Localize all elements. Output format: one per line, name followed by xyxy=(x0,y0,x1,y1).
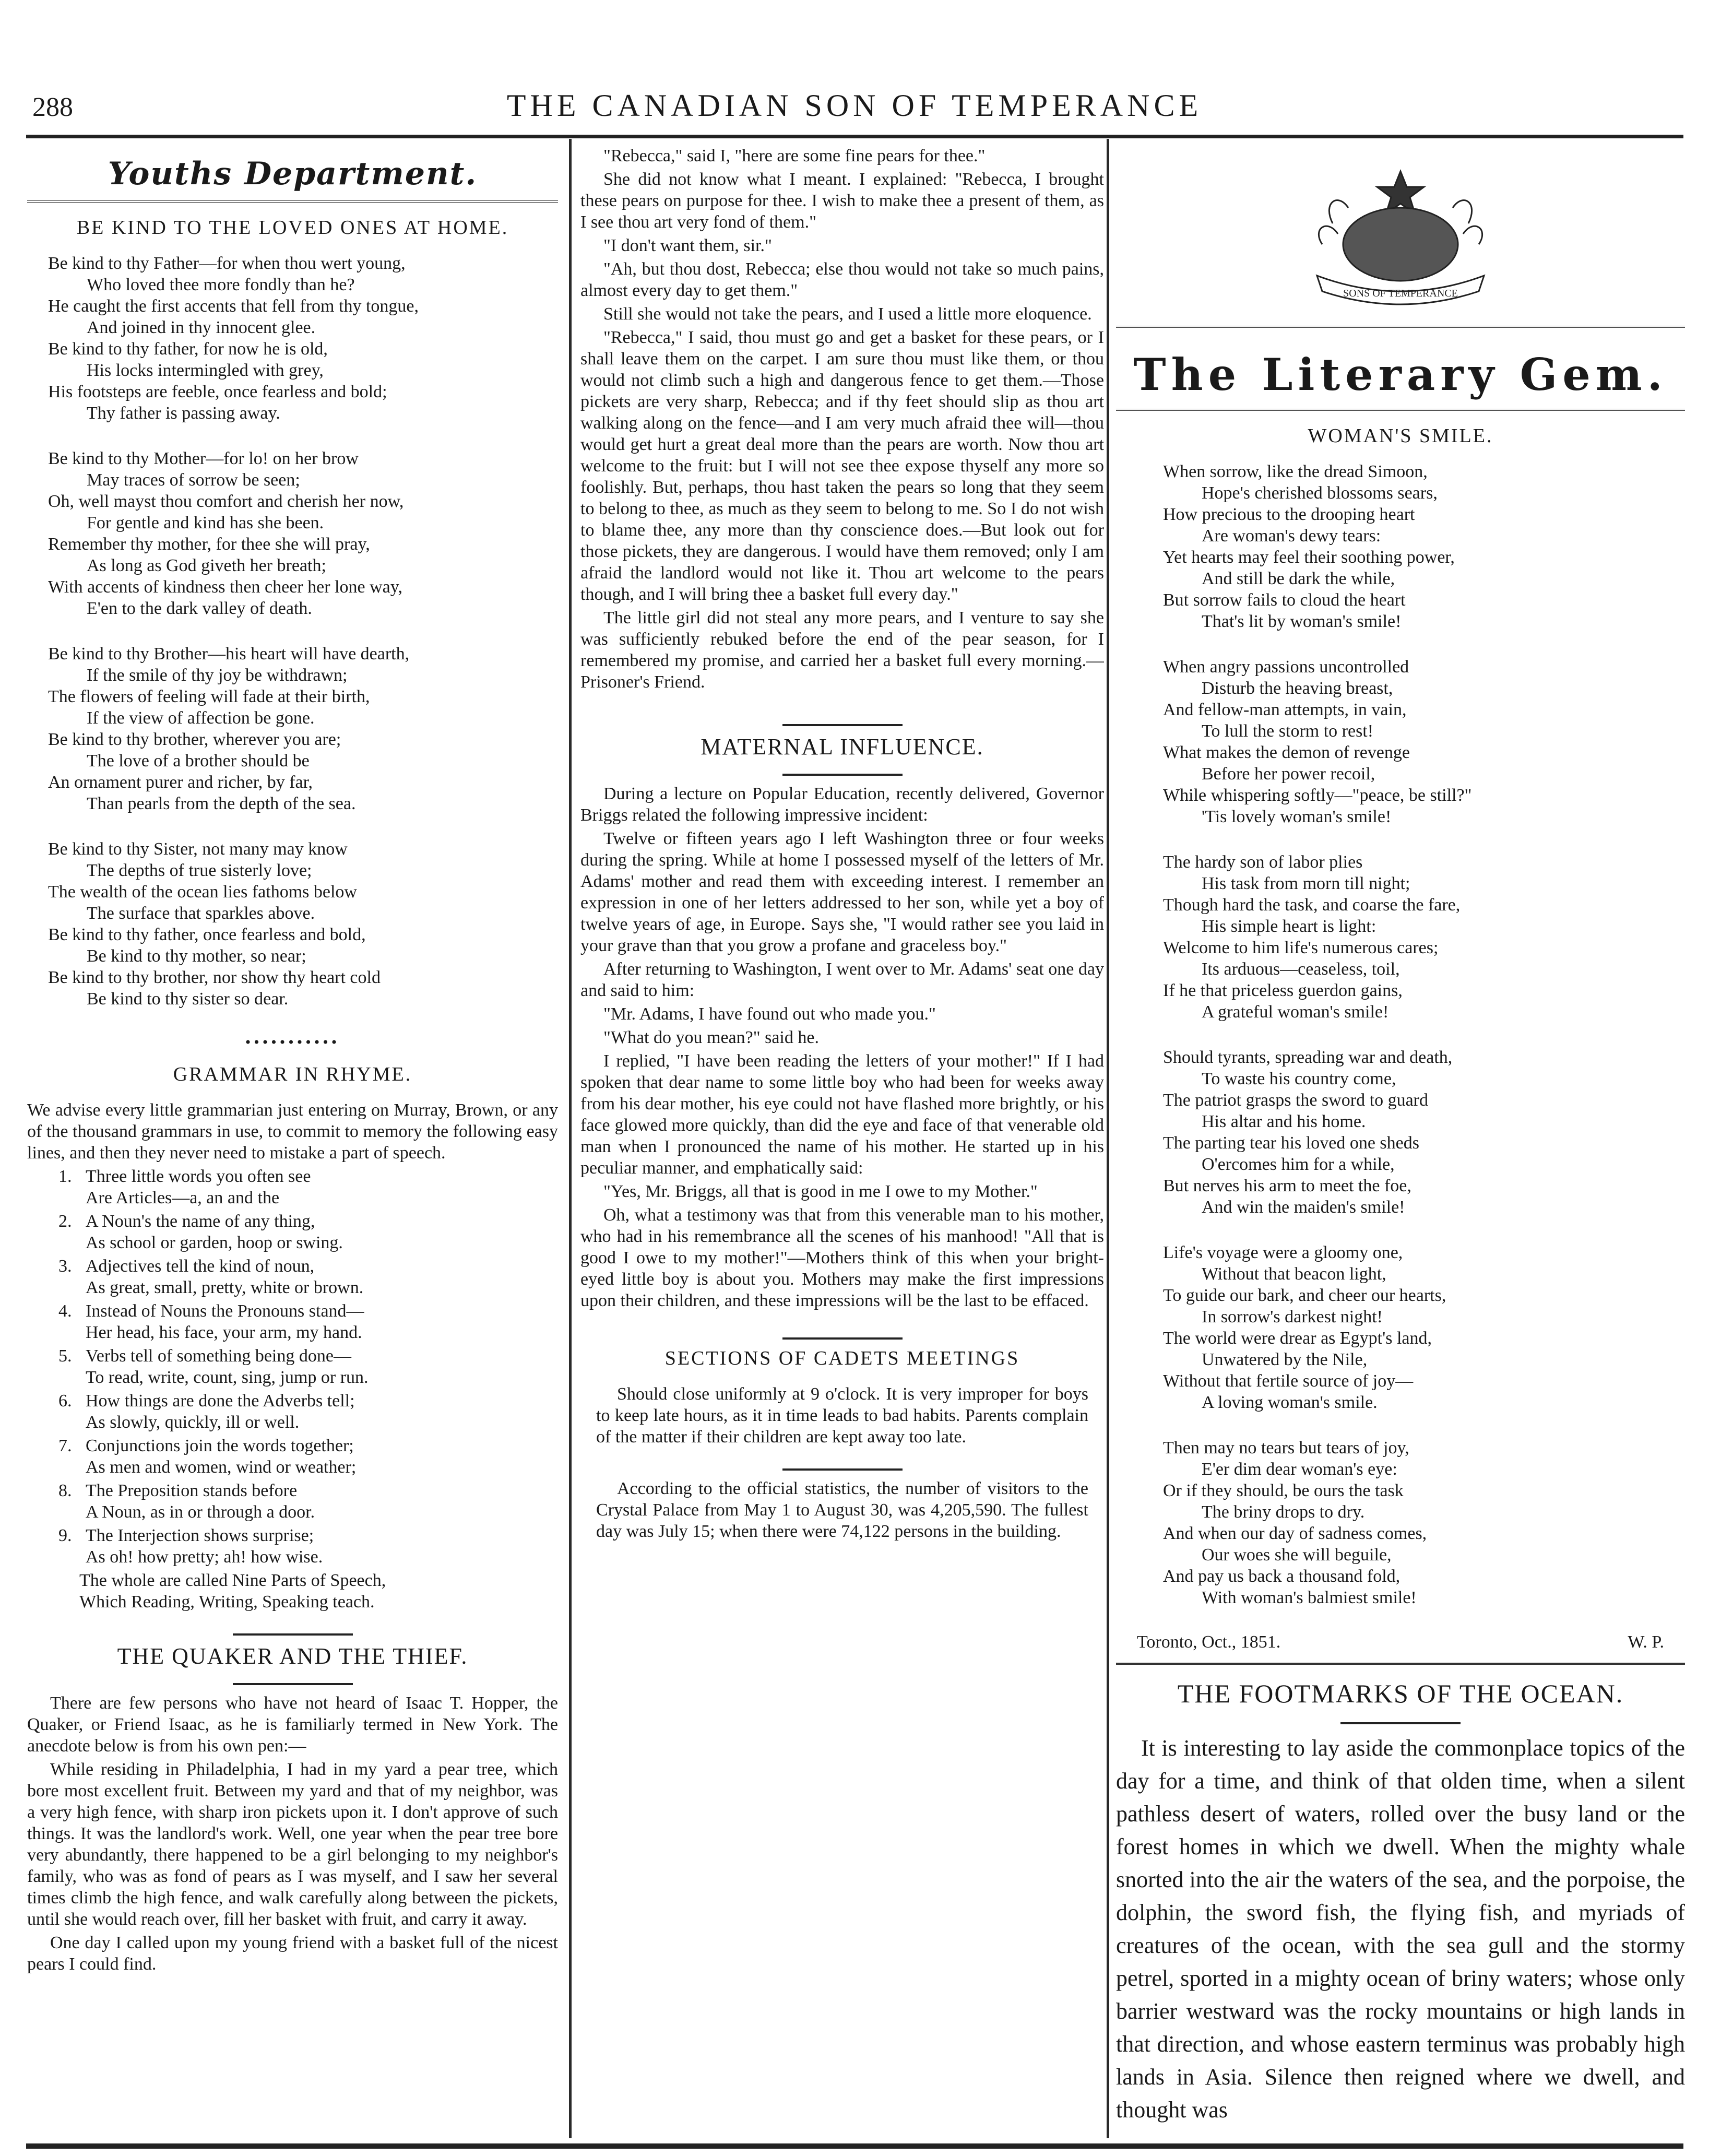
poem-line: His task from morn till night; xyxy=(1202,874,1410,893)
item-example: To read, write, count, sing, jump or run. xyxy=(86,1368,369,1387)
item-number: 1. xyxy=(58,1167,72,1186)
poem-stanza xyxy=(48,838,558,1010)
poem-line: Life's voyage were a gloomy one, xyxy=(1163,1243,1403,1262)
grammar-item xyxy=(58,1345,558,1388)
poem-line: Be kind to thy mother, so near; xyxy=(87,946,306,966)
poem-line: Or if they should, be ours the task xyxy=(1163,1481,1404,1500)
paragraph: There are few persons who have not heard of Isaac T. Hopper, the Quaker, or Friend Isaac, as he is familiarly termed in New York. The anecdote below is from his own pen:— xyxy=(27,1693,558,1756)
poem-line: A loving woman's smile. xyxy=(1202,1393,1378,1412)
item-number: 8. xyxy=(58,1481,72,1500)
notice-text: According to the official statistics, the number of visitors to the Crystal Palace from May 1 to August 30, was 4,205,590. The fullest day was July 15; when there were 74,122 persons in the building. xyxy=(596,1479,1088,1541)
section-rule xyxy=(782,1337,903,1340)
poem-line: He caught the first accents that fell from thy tongue, xyxy=(48,297,419,316)
grammar-intro xyxy=(27,1099,558,1164)
quaker-article-continued xyxy=(580,145,1104,693)
poem-line: If he that priceless guerdon gains, xyxy=(1163,981,1403,1000)
poem-line: And pay us back a thousand fold, xyxy=(1163,1567,1401,1586)
item-number: 4. xyxy=(58,1301,72,1321)
item-line: A Noun's the name of any thing, xyxy=(86,1212,315,1231)
cadets-notice xyxy=(596,1383,1088,1448)
poem-line: To guide our bark, and cheer our hearts, xyxy=(1163,1286,1446,1305)
item-number: 9. xyxy=(58,1526,72,1545)
poem-be-kind xyxy=(48,253,558,1010)
section-rule xyxy=(782,774,903,776)
paragraph: She did not know what I meant. I explained: "Rebecca, I brought these pears on purpose for thee. I wish to make thee a present of them, as I see thou art very fond of them." xyxy=(580,170,1104,232)
paragraph: One day I called upon my young friend with a basket full of the nicest pears I could find. xyxy=(27,1933,558,1974)
poem-line: If the view of affection be gone. xyxy=(87,708,315,728)
column-2 xyxy=(580,145,1104,2139)
poem-line: How precious to the drooping heart xyxy=(1163,505,1415,524)
literary-gem-heading: The Literary Gem. xyxy=(1133,349,1668,400)
column-divider xyxy=(1107,139,1109,2138)
poem-line: Yet hearts may feel their soothing power, xyxy=(1163,548,1455,567)
paragraph: "Rebecca," I said, thou must go and get a basket for these pears, or I shall leave them on the carpet. I am sure thou must like them, or thou would not climb such a high and dangerous fence to get them.—Those pickets are very sharp, Rebecca; and if thy feet should slip as thou art walking along on the fence—and I am very much afraid thee will—thou would get hurt a great deal more than the pears are worth. Now thou art welcome to the fruit: but I will not see thee expose thyself any more so foolishly. But, perhaps, thou hast taken the pears so long that they seem to belong to thee, as much as they seem to belong to me. So I do not wish to blame thee, any more than thy conscience does.—But look out for those pickets, they are dangerous. I would have them removed; only I am afraid the landlord would not like it. Thou art welcome to the pears though, and I will bring thee a basket full every day." xyxy=(580,328,1104,604)
column-1 xyxy=(27,145,558,2139)
poem-line: May traces of sorrow be seen; xyxy=(87,470,300,490)
poem-line: E'en to the dark valley of death. xyxy=(87,599,312,618)
poem-line: But nerves his arm to meet the foe, xyxy=(1163,1176,1411,1195)
grammar-item xyxy=(58,1255,558,1298)
poem-line: For gentle and kind has she been. xyxy=(87,513,324,532)
item-number: 3. xyxy=(58,1257,72,1276)
item-number: 7. xyxy=(58,1436,72,1455)
grammar-intro-text: We advise every little grammarian just entering on Murray, Brown, or any of the thousand grammars in use, to commit to memory the following easy lines, and then they never need to mistake a part of speech. xyxy=(27,1100,558,1163)
poem-line: Before her power recoil, xyxy=(1202,764,1375,784)
poem-line: Unwatered by the Nile, xyxy=(1202,1350,1368,1369)
poem-line: As long as God giveth her breath; xyxy=(87,556,326,575)
closing-line: The whole are called Nine Parts of Speech, xyxy=(79,1571,386,1590)
poem-line: Who loved thee more fondly than he? xyxy=(87,275,355,294)
poem-line: His altar and his home. xyxy=(1202,1112,1366,1131)
poem-line: His footsteps are feeble, once fearless and bold; xyxy=(48,382,387,401)
poem-stanza xyxy=(48,643,558,814)
section-title-grammar: GRAMMAR IN RHYME. xyxy=(173,1063,412,1085)
poem-line: Be kind to thy brother, wherever you are; xyxy=(48,730,341,749)
poem-line: And win the maiden's smile! xyxy=(1202,1198,1405,1217)
paragraph: Still she would not take the pears, and I used a little more eloquence. xyxy=(603,304,1092,324)
poem-line: And fellow-man attempts, in vain, xyxy=(1163,700,1407,719)
grammar-item xyxy=(58,1480,558,1523)
section-title-maternal: MATERNAL INFLUENCE. xyxy=(701,734,984,760)
poem-line: When angry passions uncontrolled xyxy=(1163,657,1409,677)
poem-line: And when our day of sadness comes, xyxy=(1163,1524,1427,1543)
column-3 xyxy=(1116,145,1685,2139)
cadets-text: Should close uniformly at 9 o'clock. It is very improper for boys to keep late hours, as it in time leads to bad habits. Parents complain of the matter if their children are kept away too late. xyxy=(596,1384,1088,1447)
paragraph: "I don't want them, sir." xyxy=(603,236,772,255)
poem-line: But sorrow fails to cloud the heart xyxy=(1163,590,1406,610)
poem-line: Be kind to thy Sister, not many may know xyxy=(48,839,348,859)
item-number: 2. xyxy=(58,1212,72,1231)
poem-line: That's lit by woman's smile! xyxy=(1202,612,1402,631)
poem-line: With accents of kindness then cheer her lone way, xyxy=(48,577,403,597)
emblem-ribbon-text: SONS OF TEMPERANCE xyxy=(1343,288,1458,299)
poem-stanza xyxy=(1163,1242,1685,1413)
item-line: Adjectives tell the kind of noun, xyxy=(86,1257,315,1276)
poem-line: O'ercomes him for a while, xyxy=(1202,1155,1395,1174)
poem-line: Disturb the heaving breast, xyxy=(1202,679,1393,698)
item-line: The Interjection shows surprise; xyxy=(86,1526,314,1545)
poem-stanza xyxy=(1163,1047,1685,1218)
item-example: As slowly, quickly, ill or well. xyxy=(86,1413,300,1432)
grammar-item xyxy=(58,1435,558,1478)
ocean-text: It is interesting to lay aside the commonplace topics of the day for a time, and think of that olden time, when a silent pathless desert of waters, rolled over the busy land or the forest homes in which we dwell. When the mighty whale snorted into the air the waters of the sea, and the porpoise, the dolphin, the sword fish, the flying fish, and myriads of creatures of the ocean, with the sea gull and the stormy petrel, sported in a mighty ocean of briny waters; whose only barrier westward was the rocky mountains or high lands in that direction, and whose eastern terminus was probably high lands in Asia. Silence then reigned where we dwell, and thought was xyxy=(1116,1735,1685,2123)
poem-line: Our woes she will beguile, xyxy=(1202,1545,1392,1565)
section-rule xyxy=(782,724,903,726)
paragraph: Twelve or fifteen years ago I left Washington three or four weeks during the spring. While at home I possessed myself of the letters of Mr. Adams' mother and read them with exceeding interest. I remember an expression in one of her letters addressed to her son, while yet a boy of twelve years of age, in Europe. Says she, "I would rather see you laid in your grave than that you grow a profane and graceless boy." xyxy=(580,829,1104,955)
poem-stanza xyxy=(1163,851,1685,1023)
poem-line: The world were drear as Egypt's land, xyxy=(1163,1329,1432,1348)
poem-womans-smile xyxy=(1163,461,1685,1608)
paragraph: I replied, "I have been reading the letters of your mother!" If I had spoken that dear name to some little boy who had been for weeks away from his dear mother, his eye could not have flashed more brightly, or his face glowed more quickly, than did the eye and face of that venerable old man when I pronounced the name of his mother. He started up in his peculiar manner, and emphatically said: xyxy=(580,1051,1104,1178)
footer-rule xyxy=(26,2143,1683,2149)
poem-line: With woman's balmiest smile! xyxy=(1202,1588,1417,1607)
poem-stanza xyxy=(48,253,558,424)
item-example: As school or garden, hoop or swing. xyxy=(86,1233,343,1252)
section-title-ocean: THE FOOTMARKS OF THE OCEAN. xyxy=(1177,1679,1624,1708)
ocean-article xyxy=(1116,1732,1685,2126)
poem-line: To waste his country come, xyxy=(1202,1069,1396,1088)
poem-line: And joined in thy innocent glee. xyxy=(87,318,316,337)
running-title: THE CANADIAN SON OF TEMPERANCE xyxy=(506,88,1203,123)
poem-line: Be kind to thy Father—for when thou wert young, xyxy=(48,254,406,273)
poem-line: Though hard the task, and coarse the fare, xyxy=(1163,895,1461,915)
grammar-list xyxy=(58,1166,558,1568)
item-line: Conjunctions join the words together; xyxy=(86,1436,354,1455)
temperance-emblem-icon xyxy=(1291,156,1510,317)
item-example: As great, small, pretty, white or brown. xyxy=(86,1278,364,1297)
poem-line: Be kind to thy brother, nor show thy heart cold xyxy=(48,968,381,987)
item-number: 6. xyxy=(58,1391,72,1411)
poem-line: Oh, well mayst thou comfort and cherish her now, xyxy=(48,492,404,511)
page-header xyxy=(0,88,1709,135)
section-rule xyxy=(1340,1722,1461,1724)
poem-line: The briny drops to dry. xyxy=(1202,1502,1365,1522)
paragraph: "Yes, Mr. Briggs, all that is good in me I owe to my Mother." xyxy=(603,1182,1038,1201)
item-example: Her head, his face, your arm, my hand. xyxy=(86,1323,362,1342)
paragraph: "Ah, but thou dost, Rebecca; else thou would not take so much pains, almost every day to get them." xyxy=(580,259,1104,300)
poem-line: The wealth of the ocean lies fathoms below xyxy=(48,882,357,902)
poem-line: To lull the storm to rest! xyxy=(1202,721,1374,741)
poem-line: The patriot grasps the sword to guard xyxy=(1163,1091,1428,1110)
grammar-item xyxy=(58,1525,558,1568)
grammar-closing xyxy=(79,1570,558,1613)
poem-line: And still be dark the while, xyxy=(1202,569,1395,588)
poem-line: Be kind to thy father, once fearless and bold, xyxy=(48,925,366,944)
poem-line: Be kind to thy Mother—for lo! on her brow xyxy=(48,449,359,468)
poem-line: His locks intermingled with grey, xyxy=(87,361,324,380)
item-line: Instead of Nouns the Pronouns stand— xyxy=(86,1301,364,1321)
item-example: Are Articles—a, an and the xyxy=(86,1188,280,1207)
ornament-divider: ••••••••••• xyxy=(245,1034,340,1051)
column-divider xyxy=(569,139,572,2138)
item-example: As men and women, wind or weather; xyxy=(86,1458,357,1477)
paragraph: "What do you mean?" said he. xyxy=(603,1028,819,1047)
grammar-item xyxy=(58,1211,558,1253)
rule xyxy=(1116,1663,1685,1670)
section-rule xyxy=(782,1468,903,1471)
paragraph: "Mr. Adams, I have found out who made you." xyxy=(603,1004,936,1024)
poem-line: Without that beacon light, xyxy=(1202,1264,1386,1284)
poem-title: BE KIND TO THE LOVED ONES AT HOME. xyxy=(76,217,509,239)
poem-line: The parting tear his loved one sheds xyxy=(1163,1133,1419,1153)
crystal-palace-notice xyxy=(596,1478,1088,1542)
section-title-cadets: SECTIONS OF CADETS MEETINGS xyxy=(664,1347,1020,1369)
quaker-article xyxy=(27,1692,558,1975)
item-line: The Preposition stands before xyxy=(86,1481,298,1500)
poem-line: The hardy son of labor plies xyxy=(1163,852,1363,872)
paragraph: Oh, what a testimony was that from this venerable man to his mother, who had in his remembrance all the scenes of his manhood! "All that is good I owe to my mother!"—Mothers think of this when your bright-eyed little boy is about you. Mothers may make the first impressions upon their children, and these impressions will be the last to be effaced. xyxy=(580,1205,1104,1310)
grammar-item xyxy=(58,1390,558,1433)
wavy-rule xyxy=(1116,326,1685,333)
section-rule xyxy=(233,1683,353,1685)
paragraph: While residing in Philadelphia, I had in my yard a pear tree, which bore most excellent fruit. Between my yard and that of my neighbor, was a very high fence, with sharp iron pickets upon it. I don't approve of such things. It was the landlord's work. Well, one year when the pear tree bore very abundantly, there happened to be a girl belonging to my neighbor's family, who was as fond of pears as I was myself, and I saw her several times climb the high fence, and walk carefully along between the pickets, until she would reach over, fill her basket with fruit, and carry it away. xyxy=(27,1760,558,1929)
poem-line: The surface that sparkles above. xyxy=(87,904,315,923)
poem-line: Remember thy mother, for thee she will pray, xyxy=(48,535,370,554)
wavy-rule xyxy=(1116,409,1685,416)
signature-place-date: Toronto, Oct., 1851. xyxy=(1137,1632,1281,1652)
poem-line: In sorrow's darkest night! xyxy=(1202,1307,1383,1326)
poem-line: The flowers of feeling will fade at their birth, xyxy=(48,687,370,706)
poem-stanza xyxy=(1163,461,1685,632)
poem-line: The love of a brother should be xyxy=(87,751,310,771)
poem-line: Welcome to him life's numerous cares; xyxy=(1163,938,1439,957)
signature-initials: W. P. xyxy=(1628,1632,1664,1652)
paragraph: After returning to Washington, I went over to Mr. Adams' seat one day and said to him: xyxy=(580,959,1104,1000)
poem-signature xyxy=(1137,1632,1664,1652)
poem-line: Be kind to thy sister so dear. xyxy=(87,989,289,1009)
poem-line: Without that fertile source of joy— xyxy=(1163,1371,1414,1391)
poem-line: Its arduous—ceaseless, toil, xyxy=(1202,959,1400,979)
poem-line: A grateful woman's smile! xyxy=(1202,1002,1389,1022)
poem-line: While whispering softly—"peace, be still?" xyxy=(1163,786,1472,805)
section-title-quaker: THE QUAKER AND THE THIEF. xyxy=(117,1643,468,1669)
paragraph: During a lecture on Popular Education, recently delivered, Governor Briggs related the following impressive incident: xyxy=(580,784,1104,825)
grammar-item xyxy=(58,1300,558,1343)
poem-line: Be kind to thy father, for now he is old, xyxy=(48,339,328,359)
item-number: 5. xyxy=(58,1346,72,1366)
poem-line: Be kind to thy Brother—his heart will have dearth, xyxy=(48,644,410,664)
wavy-rule xyxy=(27,200,558,208)
poem-line: When sorrow, like the dread Simoon, xyxy=(1163,462,1428,481)
poem-line: Thy father is passing away. xyxy=(87,404,280,423)
poem-line: Are woman's dewy tears: xyxy=(1202,526,1381,546)
poem-line: The depths of true sisterly love; xyxy=(87,861,312,880)
poem-line: If the smile of thy joy be withdrawn; xyxy=(87,666,348,685)
poem-title: WOMAN'S SMILE. xyxy=(1308,425,1493,447)
department-heading: Youths Department. xyxy=(108,156,478,192)
poem-stanza xyxy=(1163,1437,1685,1608)
grammar-item xyxy=(58,1166,558,1209)
poem-line: An ornament purer and richer, by far, xyxy=(48,773,313,792)
item-line: Three little words you often see xyxy=(86,1167,311,1186)
poem-line: Then may no tears but tears of joy, xyxy=(1163,1438,1409,1458)
page-number: 288 xyxy=(32,92,73,122)
closing-line: Which Reading, Writing, Speaking teach. xyxy=(79,1592,375,1612)
poem-stanza xyxy=(1163,656,1685,827)
poem-line: 'Tis lovely woman's smile! xyxy=(1202,807,1392,826)
maternal-article xyxy=(580,783,1104,1311)
header-rule xyxy=(26,135,1683,138)
poem-line: What makes the demon of revenge xyxy=(1163,743,1410,762)
poem-line: E'er dim dear woman's eye: xyxy=(1202,1460,1397,1479)
item-example: As oh! how pretty; ah! how wise. xyxy=(86,1547,323,1567)
poem-line: His simple heart is light: xyxy=(1202,917,1376,936)
poem-line: Should tyrants, spreading war and death, xyxy=(1163,1048,1453,1067)
paragraph: The little girl did not steal any more pears, and I venture to say she was sufficiently rebuked before the end of the pear season, for I remembered my promise, and carried her a basket full every morning.—Prisoner's Friend. xyxy=(580,608,1104,692)
poem-stanza xyxy=(48,448,558,619)
paragraph: "Rebecca," said I, "here are some fine pears for thee." xyxy=(603,146,986,165)
section-rule xyxy=(233,1633,353,1636)
poem-line: Hope's cherished blossoms sears, xyxy=(1202,483,1438,503)
poem-line: Than pearls from the depth of the sea. xyxy=(87,794,356,813)
item-line: How things are done the Adverbs tell; xyxy=(86,1391,355,1411)
item-line: Verbs tell of something being done— xyxy=(86,1346,351,1366)
item-example: A Noun, as in or through a door. xyxy=(86,1502,315,1522)
